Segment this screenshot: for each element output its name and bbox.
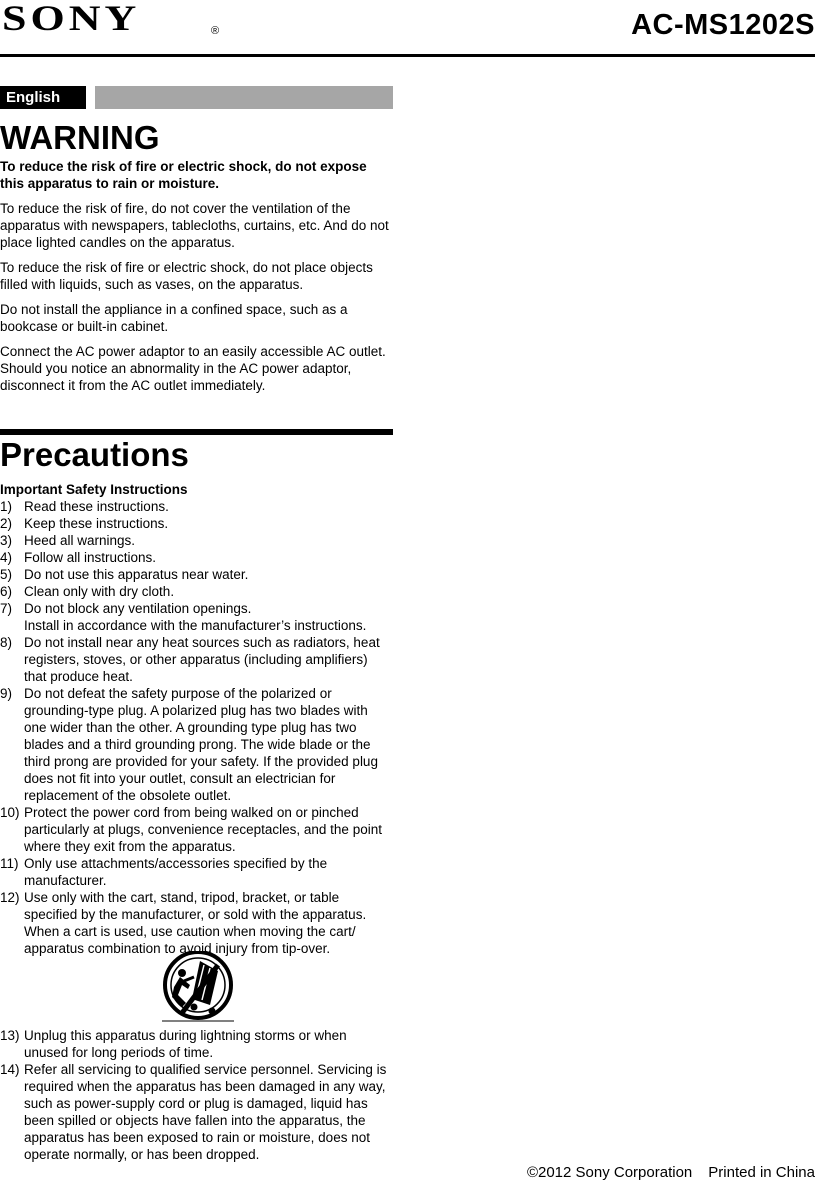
- language-bar: [95, 86, 393, 109]
- list-item-text: Do not block any ventilation openings.: [24, 601, 252, 616]
- list-item-number: 3): [0, 533, 13, 548]
- cart-warning-svg: [160, 951, 236, 1023]
- list-item-number: 7): [0, 601, 13, 616]
- list-item-text: Follow all instructions.: [24, 550, 157, 565]
- precautions-title: Precautions: [0, 436, 189, 473]
- warning-paragraph: Do not install the appliance in a confined space, such as a bookcase or built-in cabinet.: [0, 302, 348, 334]
- list-item-text: Do not defeat the safety purpose of the polarized or grounding-type plug. A polarized plug has two blades with one wider than the other. A grounding type plug has two blades and a third grounding prong. The wide blade or the third prong are provided for your safety. If the provided plug does not fit into your outlet, consult an electrician for replacement of the obsolete outlet.: [24, 686, 378, 803]
- warning-title: WARNING: [0, 119, 160, 156]
- list-item: [0, 889, 393, 957]
- warning-paragraph: Connect the AC power adaptor to an easily accessible AC outlet. Should you notice an abnormality in the AC power adaptor, disconnect it from the AC outlet immediately.: [0, 344, 386, 393]
- warning-section: [0, 120, 393, 394]
- precautions-section: [0, 437, 393, 957]
- list-item-number: 12): [0, 890, 20, 905]
- list-item-number: 1): [0, 499, 13, 514]
- list-item: [0, 855, 393, 889]
- model-number: AC-MS1202S: [631, 9, 815, 41]
- list-item-number: 2): [0, 516, 13, 531]
- header-rule: [0, 54, 815, 57]
- list-item: [0, 549, 393, 566]
- list-item: [0, 685, 393, 804]
- list-item-number: 11): [0, 856, 19, 871]
- warning-paragraph: To reduce the risk of fire or electric shock, do not place objects filled with liquids, such as vases, on the apparatus.: [0, 260, 373, 292]
- list-item-text: Refer all servicing to qualified service personnel. Servicing is required when the apparatus has been damaged in any way, such as power-supply cord or plug is damaged, liquid has been spilled or objects have fallen into the apparatus, the apparatus has been exposed to rain or moisture, does not operate normally, or has been dropped.: [24, 1062, 387, 1162]
- list-item: [0, 566, 393, 583]
- list-item-number: 9): [0, 686, 13, 701]
- list-item: [0, 634, 393, 685]
- list-item-text: Keep these instructions.: [24, 516, 169, 531]
- list-item-text: Protect the power cord from being walked on or pinched particularly at plugs, convenience receptacles, and the point where they exit from the apparatus.: [24, 805, 382, 854]
- instructions-list: [0, 498, 393, 957]
- list-item: [0, 498, 393, 515]
- list-item-text: Only use attachments/accessories specified by the manufacturer.: [24, 856, 328, 888]
- list-item-text-continued: Install in accordance with the manufacturer’s instructions.: [24, 618, 367, 633]
- registered-mark: ®: [211, 25, 220, 37]
- list-item-text: Read these instructions.: [24, 499, 169, 514]
- list-item: [0, 1061, 393, 1163]
- list-item: [0, 600, 393, 634]
- list-item-text: Use only with the cart, stand, tripod, bracket, or table specified by the manufacturer, or sold with the apparatus. When a cart is used, use caution when moving the cart/ apparatus combination to avoid injury from tip-over.: [24, 890, 367, 956]
- list-item-number: 6): [0, 584, 13, 599]
- list-item: [0, 804, 393, 855]
- section-rule: [0, 429, 393, 435]
- copyright-text: ©2012 Sony Corporation: [526, 1164, 693, 1181]
- warning-lead: To reduce the risk of fire or electric shock, do not expose this apparatus to rain or moisture.: [0, 159, 367, 191]
- list-item-number: 8): [0, 635, 13, 650]
- precautions-subtitle: Important Safety Instructions: [0, 482, 188, 497]
- footer: [527, 1164, 815, 1182]
- warning-paragraph: To reduce the risk of fire, do not cover the ventilation of the apparatus with newspapers, tablecloths, curtains, etc. And do not place lighted candles on the apparatus.: [0, 201, 389, 250]
- sony-logo: SONY: [2, 0, 141, 39]
- list-item-number: 13): [0, 1028, 20, 1043]
- list-item-number: 14): [0, 1062, 20, 1077]
- list-item: [0, 515, 393, 532]
- list-item-number: 5): [0, 567, 13, 582]
- list-item-number: 4): [0, 550, 13, 565]
- list-item: [0, 1027, 393, 1061]
- cart-tipover-warning-icon: [160, 951, 236, 1023]
- list-item-number: 10): [0, 805, 20, 820]
- instructions-list-2: [0, 1027, 393, 1163]
- instructions-list-continued: [0, 1027, 393, 1163]
- language-tab: English: [0, 86, 86, 109]
- list-item: [0, 532, 393, 549]
- list-item-text: Do not install near any heat sources such as radiators, heat registers, stoves, or other apparatus (including amplifiers) that produce heat.: [24, 635, 380, 684]
- list-item: [0, 583, 393, 600]
- list-item-text: Unplug this apparatus during lightning storms or when unused for long periods of time.: [24, 1028, 347, 1060]
- printed-in-text: Printed in China: [708, 1164, 815, 1181]
- list-item-text: Heed all warnings.: [24, 533, 136, 548]
- list-item-text: Clean only with dry cloth.: [24, 584, 175, 599]
- list-item-text: Do not use this apparatus near water.: [24, 567, 249, 582]
